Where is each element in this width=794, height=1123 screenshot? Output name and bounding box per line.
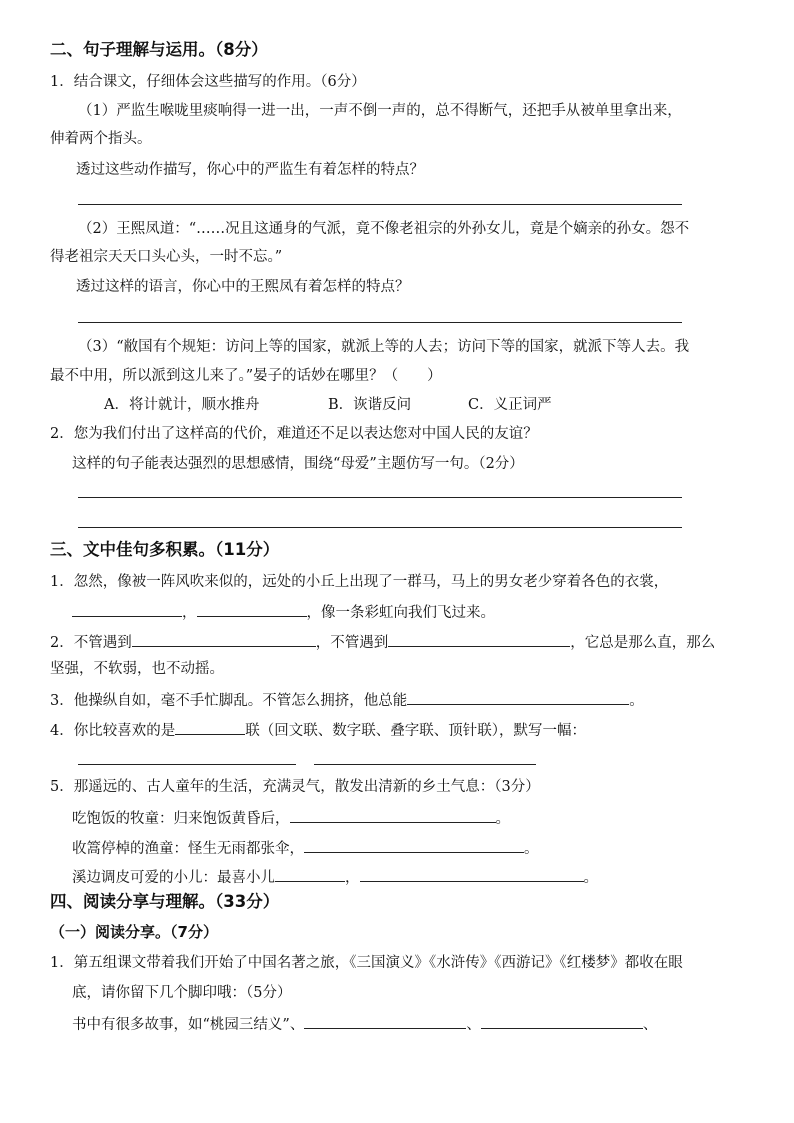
s2-passage-3-line-2: 最不中用，所以派到这儿来了。”晏子的话妙在哪里？（ ） [50,368,442,384]
fill-blank[interactable] [304,837,524,853]
s2-question-2-line-2: 这样的句子能表达强烈的思想感情，围绕“母爱”主题仿写一句。（2分） [72,456,524,472]
s4-question-1-line-3 [72,1013,657,1035]
s2-passage-1-line-1: （1）严监生喉咙里痰响得一进一出，一声不倒一声的，总不得断气，还把手从被单里拿出来， [78,103,682,119]
text: 3．他操纵自如，毫不手忙脚乱。不管怎么拥挤，他总能 [50,693,408,709]
text: 书中有很多故事，如“桃园三结义”、 [72,1017,305,1033]
text: 收篙停棹的渔童：怪生无雨都张伞， [72,841,304,857]
s3-question-3 [50,689,644,711]
s2-question-1: 1．结合课文，仔细体会这些描写的作用。（6分） [50,74,366,90]
s3-question-2-line-1 [50,631,715,653]
s2-options [104,395,552,415]
text: 2．不管遇到 [50,635,132,651]
answer-line[interactable] [78,497,682,498]
s4-question-1-line-2: 底，请你留下几个脚印哦：（5分） [72,985,292,1001]
s2-question-2-line-1: 2．您为我们付出了这样高的代价，难道还不足以表达您对中国人民的友谊？ [50,426,538,442]
s3-question-2-line-2: 坚强，不软弱，也不动摇。 [50,661,224,677]
s3-question-1-line-1: 1．忽然，像被一阵风吹来似的，远处的小丘上出现了一群马，马上的男女老少穿着各色的衣裳， [50,574,669,590]
s3-question-5-a [72,807,510,829]
answer-line[interactable] [78,527,682,528]
text: 、 [466,1017,481,1033]
text: 联（回文联、数字联、叠字联、顶针联），默写一幅： [245,723,586,739]
text: ， [345,870,360,886]
fill-blank[interactable] [304,1013,466,1029]
option-c[interactable]: C．义正词严 [468,397,552,413]
text: 溪边调皮可爱的小儿：最喜小儿 [72,870,275,886]
text: 4．你比较喜欢的是 [50,723,176,739]
text: ，不管遇到 [315,635,389,651]
s3-question-5-c [72,866,598,888]
s2-passage-3-line-1: （3）“敝国有个规矩：访问上等的国家，就派上等的人去；访问下等的国家，就派下等人去。我 [78,339,690,355]
answer-line[interactable] [314,764,536,765]
answer-line[interactable] [78,322,682,323]
s3-question-4 [50,719,586,741]
s3-question-5: 5．那遥远的、古人童年的生活，充满灵气，散发出清新的乡土气息：（3分） [50,779,540,795]
fill-blank[interactable] [407,689,629,705]
section-3-title: 三、文中佳句多积累。（11分） [50,540,280,559]
text: ，它总是那么直，那么 [570,635,716,651]
fill-blank[interactable] [197,601,307,617]
s2-passage-2-line-1: （2）王熙凤道：“……况且这通身的气派，竟不像老祖宗的外孙女儿，竟是个嫡亲的孙女。怨不 [78,221,690,237]
s2-passage-2-question: 透过这样的语言，你心中的王熙凤有着怎样的特点？ [76,279,410,295]
fill-blank[interactable] [275,866,345,882]
text: 。 [495,811,510,827]
fill-blank[interactable] [481,1013,643,1029]
s4-subsection-1: （一）阅读分享。（7分） [50,923,218,941]
s3-question-5-b [72,837,539,859]
separator: ， [182,605,197,621]
fill-blank[interactable] [388,631,570,647]
text: 。 [629,693,644,709]
answer-line[interactable] [78,764,296,765]
s4-question-1-line-1: 1．第五组课文带着我们开始了中国名著之旅，《三国演义》《水浒传》《西游记》《红楼梦》都收在眼 [50,955,683,971]
s2-passage-1-line-2: 伸着两个指头。 [50,131,152,147]
fill-blank[interactable] [72,601,182,617]
fill-blank[interactable] [132,631,316,647]
section-2-title: 二、句子理解与运用。（8分） [50,40,268,59]
s3-question-1-line-2 [72,601,495,623]
option-a[interactable]: A．将计就计，顺水推舟 [104,397,260,413]
text: 吃饱饭的牧童：归来饱饭黄昏后， [72,811,290,827]
option-b[interactable]: B．诙谐反问 [328,397,412,413]
s2-passage-2-line-2: 得老祖宗天天口头心头，一时不忘。” [50,249,283,265]
text: 、 [642,1017,658,1033]
fill-blank[interactable] [175,719,245,735]
fill-blank[interactable] [360,866,584,882]
s2-passage-1-question: 透过这些动作描写，你心中的严监生有着怎样的特点？ [76,162,424,178]
text: 。 [524,841,539,857]
section-4-title: 四、阅读分享与理解。（33分） [50,892,280,911]
answer-line[interactable] [78,204,682,205]
fill-blank[interactable] [290,807,496,823]
text: 。 [583,870,598,886]
text: ，像一条彩虹向我们飞过来。 [306,605,495,621]
